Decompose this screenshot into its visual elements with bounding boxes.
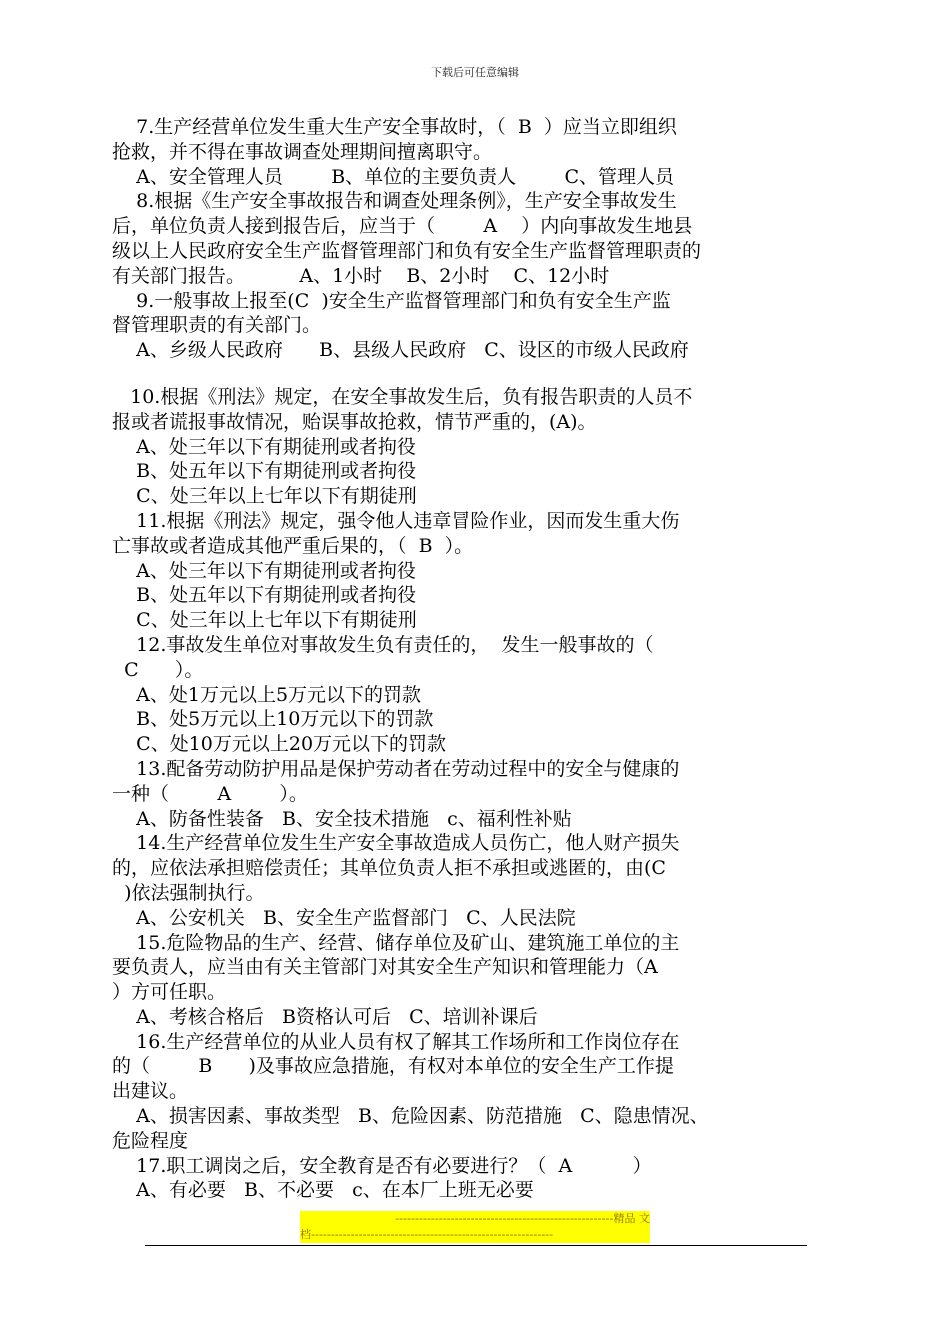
text-line: A、损害因素、事故类型 B、危险因素、防范措施 C、隐患情况、 (112, 1105, 709, 1128)
text-line: 13.配备劳动防护用品是保护劳动者在劳动过程中的安全与健康的 (112, 757, 680, 780)
text-line: A、乡级人民政府 B、县级人民政府 C、设区的市级人民政府 (112, 339, 689, 362)
text-line: 的，应依法承担赔偿责任；其单位负责人拒不承担或逃匿的，由(C (112, 857, 666, 880)
text-line: 亡事故或者造成其他严重后果的，（ B ）。 (112, 534, 474, 557)
text-line: 报或者谎报事故情况，贻误事故抢救，情节严重的，(A)。 (112, 410, 597, 433)
text-line: C、处三年以上七年以下有期徒刑 (112, 609, 417, 632)
text-line: ）方可任职。 (112, 981, 227, 1004)
text-line: A、处三年以下有期徒刑或者拘役 (112, 559, 416, 582)
text-line: C ）。 (112, 658, 204, 681)
text-line: A、安全管理人员 B、单位的主要负责人 C、管理人员 (112, 165, 675, 188)
text-line: 14.生产经营单位发生生产安全事故造成人员伤亡，他人财产损失 (112, 832, 680, 855)
blank-line (112, 363, 812, 385)
text-line: 16.生产经营单位的从业人员有权了解其工作场所和工作岗位存在 (112, 1030, 680, 1053)
text-line: 危险程度 (112, 1129, 189, 1152)
text-line: 10.根据《刑法》规定，在安全事故发生后，负有报告职责的人员不 (112, 385, 693, 408)
text-line: 督管理职责的有关部门。 (112, 314, 322, 337)
text-line: 级以上人民政府安全生产监督管理部门和负有安全生产监督管理职责的 (112, 239, 702, 262)
text-line: A、处三年以下有期徒刑或者拘役 (112, 435, 416, 458)
document-body (112, 115, 812, 1203)
text-line: A、防备性装备 B、安全技术措施 c、福利性补贴 (112, 807, 572, 830)
text-line: A、公安机关 B、安全生产监督部门 C、人民法院 (112, 906, 576, 929)
text-line: )依法强制执行。 (112, 881, 265, 904)
text-line: 7.生产经营单位发生重大生产安全事故时，（ B ）应当立即组织 (112, 116, 677, 138)
text-line: 后，单位负责人接到报告后，应当于（ A ）内向事故发生地县 (112, 215, 693, 238)
text-line: 12.事故发生单位对事故发生负有责任的， 发生一般事故的（ (112, 633, 654, 656)
text-line: 一种（ A ）。 (112, 782, 308, 805)
text-line: 9.一般事故上报至(C )安全生产监督管理部门和负有安全生产监 (112, 289, 671, 312)
text-line: 8.根据《生产安全事故报告和调查处理条例》，生产安全事故发生 (112, 190, 677, 213)
text-line: B、处5万元以上10万元以下的罚款 (112, 708, 434, 731)
footer-watermark (300, 1211, 650, 1243)
text-line: 要负责人，应当由有关主管部门对其安全生产知识和管理能力（A (112, 956, 658, 979)
footer-rule (145, 1245, 807, 1246)
text-line: A、考核合格后 B资格认可后 C、培训补课后 (112, 1005, 538, 1028)
text-line: B、处五年以下有期徒刑或者拘役 (112, 584, 417, 607)
text-line: 出建议。 (112, 1080, 189, 1103)
text-line: B、处五年以下有期徒刑或者拘役 (112, 460, 417, 483)
text-line: 的（ B )及事故应急措施，有权对本单位的安全生产工作提 (112, 1055, 674, 1078)
text-line: 11.根据《刑法》规定，强令他人违章冒险作业，因而发生重大伤 (112, 509, 680, 532)
text-line: 15.危险物品的生产、经营、储存单位及矿山、建筑施工单位的主 (112, 931, 680, 954)
text-line: C、处三年以上七年以下有期徒刑 (112, 485, 417, 508)
footer-line-2: 档------------------------------------------------------------- (300, 1227, 650, 1243)
text-line: A、有必要 B、不必要 c、在本厂上班无必要 (112, 1179, 534, 1202)
page-header: 下载后可任意编辑 (431, 66, 519, 79)
text-line: C、处10万元以上20万元以下的罚款 (112, 733, 447, 756)
footer-line-1: -------------------------------------------------------精品 文 (300, 1211, 650, 1227)
text-line: 有关部门报告。 A、1小时 B、2小时 C、12小时 (112, 264, 610, 287)
text-line: 抢救，并不得在事故调查处理期间擅离职守。 (112, 140, 493, 163)
text-line: A、处1万元以上5万元以下的罚款 (112, 683, 422, 706)
text-line: 17.职工调岗之后，安全教育是否有必要进行？（ A ） (112, 1154, 652, 1177)
